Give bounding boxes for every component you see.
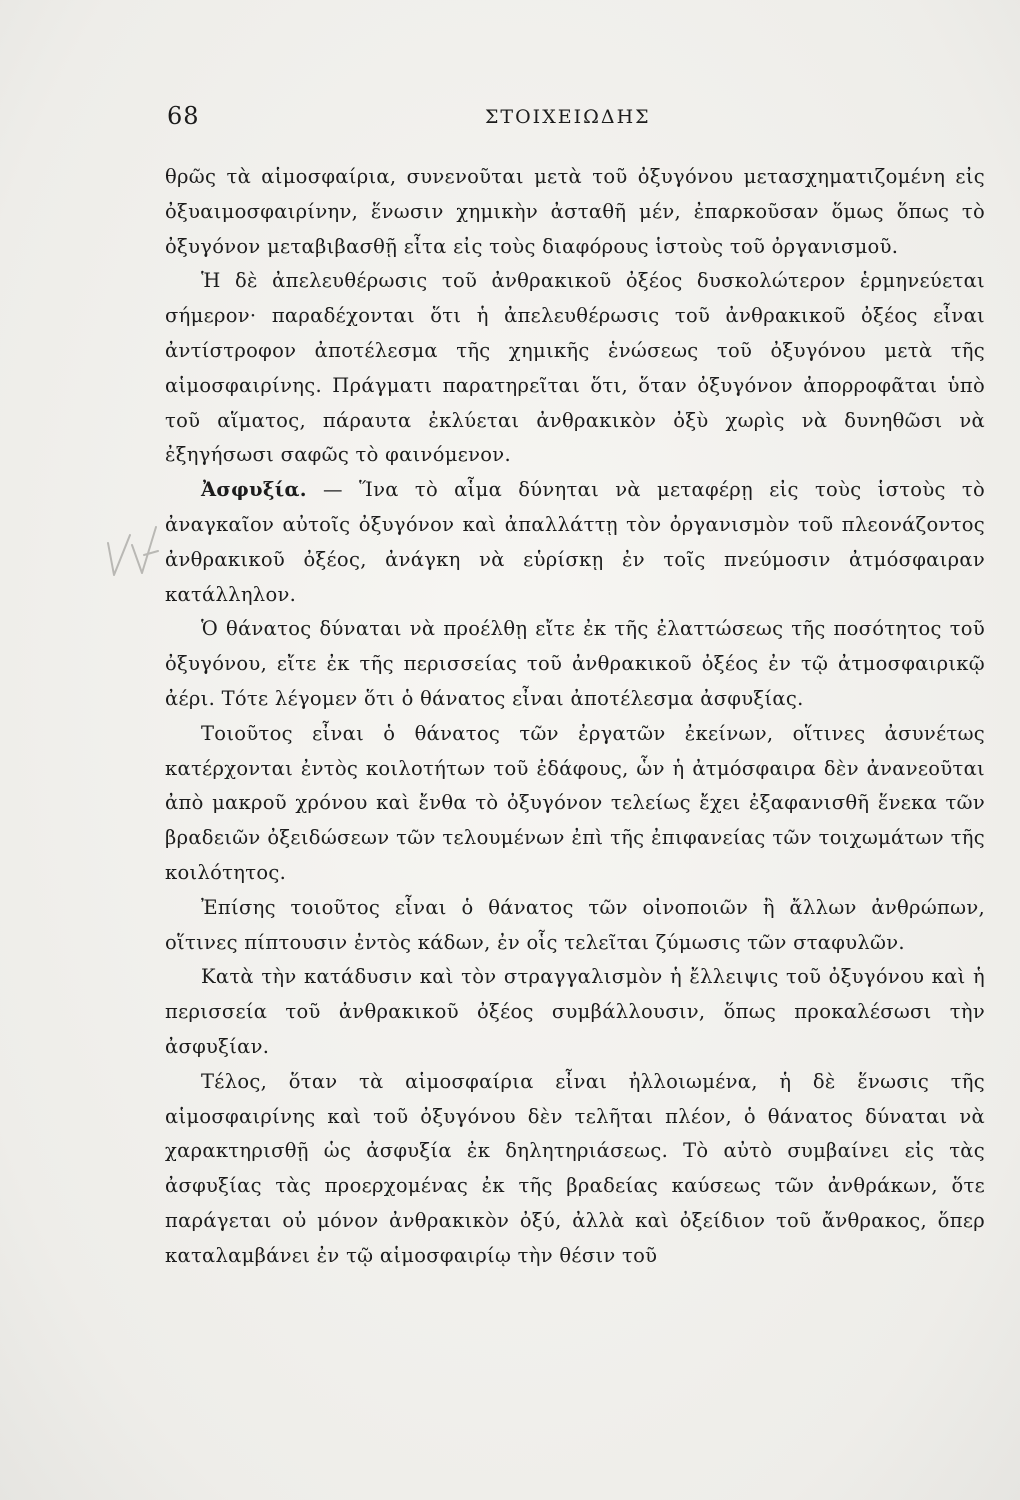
section-paragraph-asphyxia bbox=[165, 473, 985, 612]
page-number: 68 bbox=[167, 102, 200, 130]
paragraph-text: Τέλος, ὅταν τὰ αἱμοσφαίρια εἶναι ἠλλοιωμένα, ἡ δὲ ἕνωσις τῆς αἱμοσφαιρίνης καὶ τοῦ ὀξυγόνου δὲν τελῆται πλέον, ὁ θάνατος δύναται νὰ χαρακτηρισθῇ ὡς ἀσφυξία ἐκ δηλητηριάσεως. Τὸ αὐτὸ συμβαίνει εἰς τὰς ἀσφυξίας τὰς προερχομένας ἐκ τῆς βραδείας καύσεως τῶν ἀνθράκων, ὅτε παράγεται οὐ μόνον ἀνθρακικὸν ὀξύ, ἀλλὰ καὶ ὀξείδιον τοῦ ἄνθρακος, ὅπερ καταλαμβάνει ἐν τῷ αἱμοσφαιρίῳ τὴν θέσιν τοῦ bbox=[165, 1069, 985, 1267]
paragraph-text: Κατὰ τὴν κατάδυσιν καὶ τὸν στραγγαλισμὸν ἡ ἔλλειψις τοῦ ὀξυγόνου καὶ ἡ περισσεία τοῦ ἀνθρακικοῦ ὀξέος συμβάλλουσιν, ὅπως προκαλέσωσι τὴν ἀσφυξίαν. bbox=[165, 965, 985, 1058]
body-text bbox=[165, 160, 985, 1274]
page-header bbox=[165, 102, 985, 142]
paragraph-text: — Ἵνα τὸ αἷμα δύνηται νὰ μεταφέρῃ εἰς τοὺς ἱστοὺς τὸ ἀναγκαῖον αὐτοῖς ὀξυγόνον καὶ ἀπαλλάττῃ τὸν ὀργανισμὸν τοῦ πλεονάζοντος ἀνθρακικοῦ ὀξέος, ἀνάγκη νὰ εὑρίσκῃ ἐν τοῖς πνεύμοσιν ἀτμόσφαιραν κατάλληλον. bbox=[165, 478, 985, 606]
paragraph-text: Ἡ δὲ ἀπελευθέρωσις τοῦ ἀνθρακικοῦ ὀξέος δυσκολώτερον ἑρμηνεύεται σήμερον· παραδέχονται ὅτι ἡ ἀπελευθέρωσις τοῦ ἀνθρακικοῦ ὀξέος εἶναι ἀντίστροφον ἀποτέλεσμα τῆς χημικῆς ἑνώσεως τοῦ ὀξυγόνου μετὰ τῆς αἱμοσφαιρίνης. Πράγματι παρατηρεῖται ὅτι, ὅταν ὀξυγόνον ἀπορροφᾶται ὑπὸ τοῦ αἵματος, πάραυτα ἐκλύεται ἀνθρακικὸν ὀξὺ χωρὶς νὰ δυνηθῶσι νὰ ἐξηγήσωσι σαφῶς τὸ φαινόμενον. bbox=[165, 269, 985, 467]
paragraph-text: Ὁ θάνατος δύναται νὰ προέλθῃ εἴτε ἐκ τῆς ἐλαττώσεως τῆς ποσότητος τοῦ ὀξυγόνου, εἴτε ἐκ τῆς περισσείας τοῦ ἀνθρακικοῦ ὀξέος ἐν τῷ ἀτμοσφαιρικῷ ἀέρι. Τότε λέγομεν ὅτι ὁ θάνατος εἶναι ἀποτέλεσμα ἀσφυξίας. bbox=[165, 617, 985, 710]
paragraph-text: θρῶς τὰ αἱμοσφαίρια, συνενοῦται μετὰ τοῦ ὀξυγόνου μετασχηματιζομένη εἰς ὀξυαιμοσφαιρίνην, ἕνωσιν χημικὴν ἀσταθῆ μέν, ἐπαρκοῦσαν ὅμως ὅπως τὸ ὀξυγόνον μεταβιβασθῇ εἶτα εἰς τοὺς διαφόρους ἱστοὺς τοῦ ὀργανισμοῦ. bbox=[165, 165, 985, 258]
paragraph bbox=[165, 612, 985, 716]
section-heading: Ἀσφυξία. bbox=[201, 478, 307, 502]
paragraph-text: Ἐπίσης τοιοῦτος εἶναι ὁ θάνατος τῶν οἰνοποιῶν ἢ ἄλλων ἀνθρώπων, οἵτινες πίπτουσιν ἐντὸς κάδων, ἐν οἷς τελεῖται ζύμωσις τῶν σταφυλῶν. bbox=[165, 895, 985, 954]
paragraph-text: Τοιοῦτος εἶναι ὁ θάνατος τῶν ἐργατῶν ἐκείνων, οἵτινες ἀσυνέτως κατέρχονται ἐντὸς κοιλοτήτων τοῦ ἐδάφους, ὧν ἡ ἀτμόσφαιρα δὲν ἀνανεοῦται ἀπὸ μακροῦ χρόνου καὶ ἔνθα τὸ ὀξυγόνον τελείως ἔχει ἐξαφανισθῆ ἕνεκα τῶν βραδειῶν ὀξειδώσεων τῶν τελουμένων ἐπὶ τῆς ἐπιφανείας τῶν τοιχωμάτων τῆς κοιλότητος. bbox=[165, 721, 985, 884]
paragraph bbox=[165, 717, 985, 891]
handwritten-margin-mark-icon bbox=[100, 515, 160, 585]
paragraph bbox=[165, 960, 985, 1064]
paragraph bbox=[165, 891, 985, 961]
paragraph bbox=[165, 1065, 985, 1274]
running-title: ΣΤΟΙΧΕΙΩΔΗΣ bbox=[485, 106, 651, 128]
paragraph-continuation bbox=[165, 160, 985, 264]
paragraph bbox=[165, 264, 985, 473]
